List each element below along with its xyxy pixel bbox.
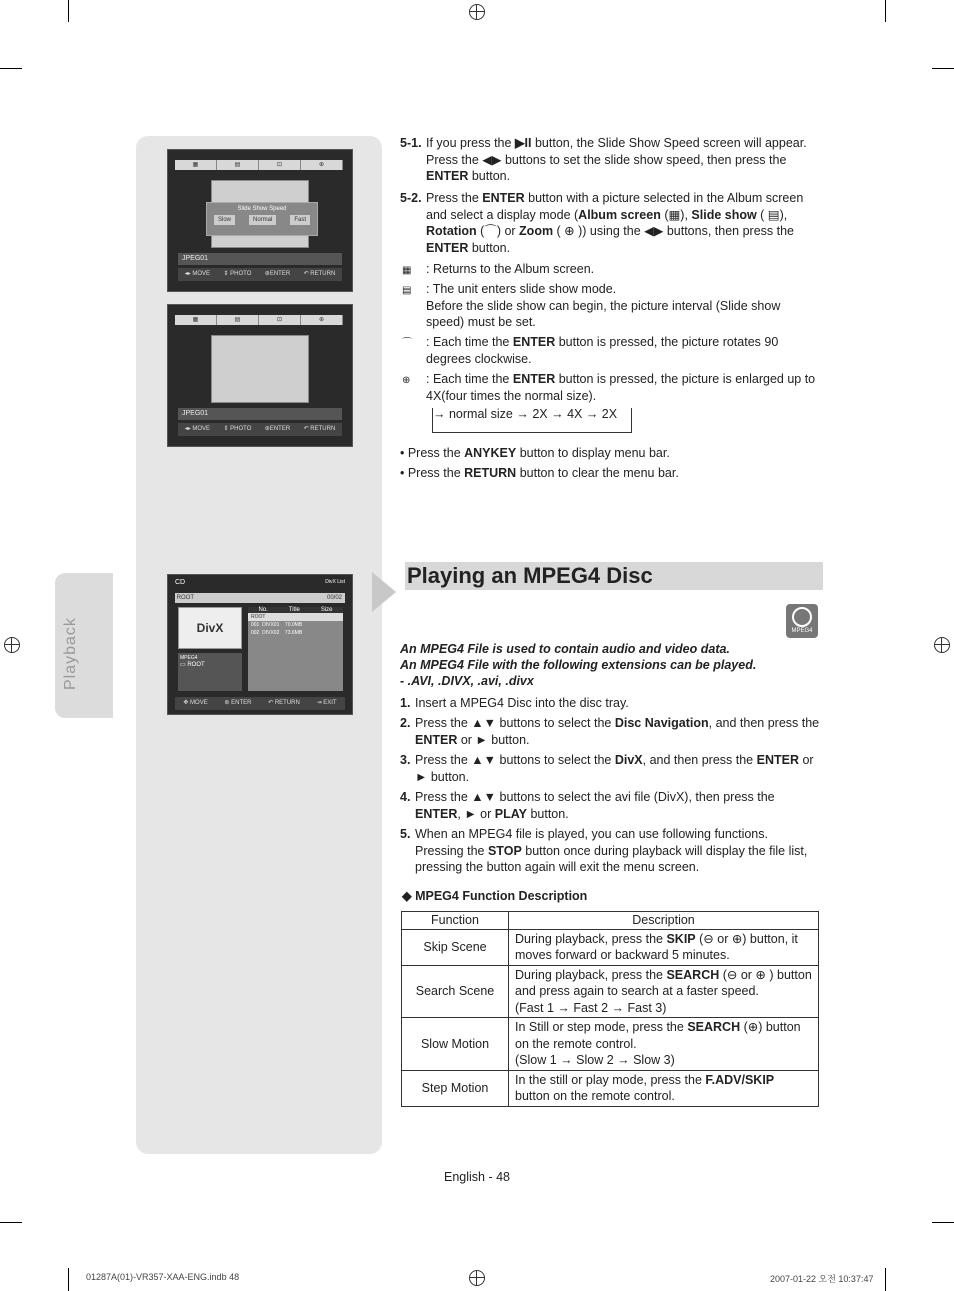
nav-return: ↶ RETURN	[303, 426, 336, 432]
crop-mark	[932, 68, 954, 69]
step-3	[400, 752, 820, 785]
nav-move: ✥ MOVE	[183, 700, 208, 706]
mpeg4-label: MPEG4	[180, 655, 198, 661]
step-number: 5-2.	[400, 191, 422, 205]
mode-rotation	[400, 334, 820, 367]
col-no: No.	[258, 607, 268, 613]
file-name-bar: JPEG01	[178, 253, 342, 265]
step-number: 2.	[400, 716, 411, 730]
mode-zoom	[400, 371, 820, 404]
source-label: CD	[175, 579, 186, 586]
description-cell: During playback, press the SEARCH (⊖ or ⊕ ) button and press again to search at a faster speed. (Fast 1 → Fast 2 → Fast 3)	[509, 965, 819, 1018]
step-2	[400, 715, 820, 748]
screen-header	[175, 579, 345, 589]
slug-date: 2007-01-22 오전 10:37:47	[770, 1274, 874, 1284]
intro-line: - .AVI, .DIVX, .avi, .divx	[400, 674, 534, 688]
disc-icon	[792, 607, 812, 627]
list-item[interactable]	[248, 629, 343, 637]
step-text: Press the ▲▼ buttons to select the avi file (DivX), then press the ENTER, ► or PLAY button.	[415, 790, 775, 821]
pointer-arrow-icon	[372, 572, 396, 612]
slideshow-tab-icon: ▤	[217, 315, 259, 325]
registration-mark-icon	[4, 637, 20, 653]
slideshow-icon: ▤	[402, 285, 412, 296]
step-text: Insert a MPEG4 Disc into the disc tray.	[415, 696, 629, 710]
slideshow-speed-screen	[167, 149, 353, 292]
list-item[interactable]	[248, 613, 343, 621]
item-size: 73.6MB	[284, 630, 303, 636]
bullet-return: • Press the RETURN button to clear the menu bar.	[400, 466, 679, 480]
album-tab-icon: ▦	[175, 160, 217, 170]
folder-root[interactable]	[180, 661, 240, 668]
mpeg4-folder-panel	[178, 653, 242, 691]
crop-mark	[885, 0, 886, 22]
step-text: Press the ENTER button with a picture selected in the Album screen and select a display mode (Album screen (▦), Slide show ( ▤), Rotation (⌒) or Zoom ( ⊕ )) using the ◀▶ buttons, then press the ENTER button.	[426, 191, 804, 255]
step-4	[400, 789, 820, 822]
mode-text: : Each time the ENTER button is pressed, the picture rotates 90 degrees clockwise.	[426, 335, 779, 366]
table-row	[402, 965, 819, 1018]
description-cell: In Still or step mode, press the SEARCH (⊕) button on the remote control. (Slow 1 → Slow 2 → Slow 3)	[509, 1018, 819, 1071]
item-no: 002	[251, 630, 260, 636]
dialog-title: Slide Show Speed	[237, 206, 287, 212]
table-row	[402, 929, 819, 965]
function-table	[401, 911, 819, 1107]
step-5	[400, 826, 820, 876]
col-size: Size	[320, 607, 333, 613]
item-no: 001	[251, 622, 260, 628]
rotate-tab-icon: ⊡	[259, 160, 301, 170]
speed-fast-button[interactable]: Fast	[290, 215, 310, 225]
nav-enter: ⊛ENTER	[264, 271, 291, 277]
item-size: 70.0MB	[284, 622, 303, 628]
nav-enter: ⊛ ENTER	[224, 700, 252, 706]
mode-album	[400, 261, 820, 278]
zoom-sequence-box	[432, 408, 632, 433]
step-text: When an MPEG4 file is played, you can use following functions. Pressing the STOP button once during playback will display the file list, pressing the button again will exit the menu screen.	[415, 827, 808, 874]
nav-move: ◂▸ MOVE	[184, 426, 211, 432]
file-name-bar: JPEG01	[178, 408, 342, 420]
step-5-2	[400, 190, 820, 256]
file-count: 00/02	[326, 595, 342, 601]
list-item[interactable]	[248, 621, 343, 629]
crop-mark	[68, 0, 69, 22]
divx-list-screen	[167, 574, 353, 715]
file-list	[248, 607, 343, 691]
bullet-anykey: • Press the ANYKEY button to display menu bar.	[400, 446, 670, 460]
root-label: ROOT	[176, 595, 195, 601]
mode-text: : Returns to the Album screen.	[426, 262, 595, 276]
registration-mark-icon	[934, 637, 950, 653]
nav-bar	[175, 697, 345, 710]
speed-normal-button[interactable]: Normal	[249, 215, 276, 225]
album-screen	[167, 304, 353, 447]
description-cell: During playback, press the SKIP (⊖ or ⊕) button, it moves forward or backward 5 minutes.	[509, 929, 819, 965]
step-1	[400, 695, 820, 712]
speed-slow-button[interactable]: Slow	[214, 215, 235, 225]
rotate-tab-icon: ⊡	[259, 315, 301, 325]
mode-tabs	[175, 315, 343, 325]
step-text: If you press the ▶II button, the Slide Show Speed screen will appear. Press the ◀▶ buttons to set the slide show speed, then press the ENTER button.	[426, 136, 807, 183]
step-5-1	[400, 135, 820, 185]
step-number: 4.	[400, 790, 411, 804]
function-cell: Search Scene	[402, 965, 509, 1018]
step-text: Press the ▲▼ buttons to select the Disc Navigation, and then press the ENTER or ► button.	[415, 716, 820, 747]
album-icon: ▦	[402, 265, 412, 276]
intro-line: An MPEG4 File is used to contain audio and video data.	[400, 642, 730, 656]
list-title: DivX List	[325, 579, 345, 585]
divx-logo: DivX	[178, 607, 242, 649]
folder-icon: ▭	[180, 662, 186, 668]
function-cell: Skip Scene	[402, 929, 509, 965]
function-heading: ◆ MPEG4 Function Description	[402, 889, 588, 903]
step-number: 3.	[400, 753, 411, 767]
page-number: English - 48	[443, 1170, 510, 1184]
nav-move: ◂▸ MOVE	[184, 271, 211, 277]
table-row	[402, 1070, 819, 1106]
zoom-tab-icon: ⊕	[301, 315, 343, 325]
mpeg4-disc-icon	[786, 604, 818, 638]
mode-text: : The unit enters slide show mode. Before the slide show can begin, the picture interval (Slide show speed) must be set.	[426, 282, 781, 329]
nav-return: ↶ RETURN	[303, 271, 336, 277]
function-cell: Step Motion	[402, 1070, 509, 1106]
nav-return: ↶ RETURN	[268, 700, 300, 706]
folder-root-label: ROOT	[187, 662, 205, 668]
table-row	[402, 1018, 819, 1071]
item-title: ROOT	[251, 614, 266, 620]
slug-file: 01287A(01)-VR357-XAA-ENG.indb 48	[86, 1272, 240, 1282]
step-number: 1.	[400, 696, 411, 710]
nav-photo: ⇕ PHOTO	[223, 426, 252, 432]
crop-mark	[0, 1222, 22, 1223]
function-cell: Slow Motion	[402, 1018, 509, 1071]
mpeg4-icon-label: MPEG4	[791, 628, 813, 634]
crop-mark	[68, 1268, 69, 1291]
crop-mark	[885, 1268, 886, 1291]
photo-thumbnail	[211, 335, 309, 403]
root-bar	[175, 593, 345, 603]
nav-bar	[178, 423, 342, 436]
col-title: Title	[288, 607, 300, 613]
mode-text: : Each time the ENTER button is pressed, the picture is enlarged up to 4X(four times the normal size).	[426, 372, 816, 403]
table-header: Function	[402, 912, 509, 930]
mode-slideshow	[400, 281, 820, 331]
zoom-sequence: → normal size → 2X → 4X → 2X	[433, 407, 618, 421]
table-header: Description	[509, 912, 819, 930]
page-title: Playing an MPEG4 Disc	[407, 563, 653, 588]
album-tab-icon: ▦	[175, 315, 217, 325]
nav-photo: ⇕ PHOTO	[223, 271, 252, 277]
item-title: DIVX02	[262, 630, 280, 636]
rotate-icon: ⌒	[402, 338, 412, 349]
mode-tabs	[175, 160, 343, 170]
list-header	[248, 607, 343, 613]
intro-line: An MPEG4 File with the following extensions can be played.	[400, 658, 757, 672]
zoom-tab-icon: ⊕	[301, 160, 343, 170]
slide-show-speed-dialog	[206, 202, 318, 236]
intro-text	[400, 641, 820, 689]
item-title: DIVX01	[262, 622, 280, 628]
nav-exit: ⇥ EXIT	[316, 700, 337, 706]
slideshow-tab-icon: ▤	[217, 160, 259, 170]
step-text: Press the ▲▼ buttons to select the DivX, and then press the ENTER or ► button.	[415, 753, 814, 784]
section-tab-label: Playback	[62, 617, 79, 690]
table-header-row	[402, 912, 819, 930]
step-number: 5.	[400, 827, 411, 841]
registration-mark-icon	[469, 4, 485, 20]
nav-bar	[178, 268, 342, 281]
step-number: 5-1.	[400, 136, 422, 150]
registration-mark-icon	[469, 1270, 485, 1286]
nav-enter: ⊛ENTER	[264, 426, 291, 432]
crop-mark	[0, 68, 22, 69]
description-cell: In the still or play mode, press the F.ADV/SKIP button on the remote control.	[509, 1070, 819, 1106]
crop-mark	[932, 1222, 954, 1223]
zoom-icon: ⊕	[402, 375, 411, 386]
